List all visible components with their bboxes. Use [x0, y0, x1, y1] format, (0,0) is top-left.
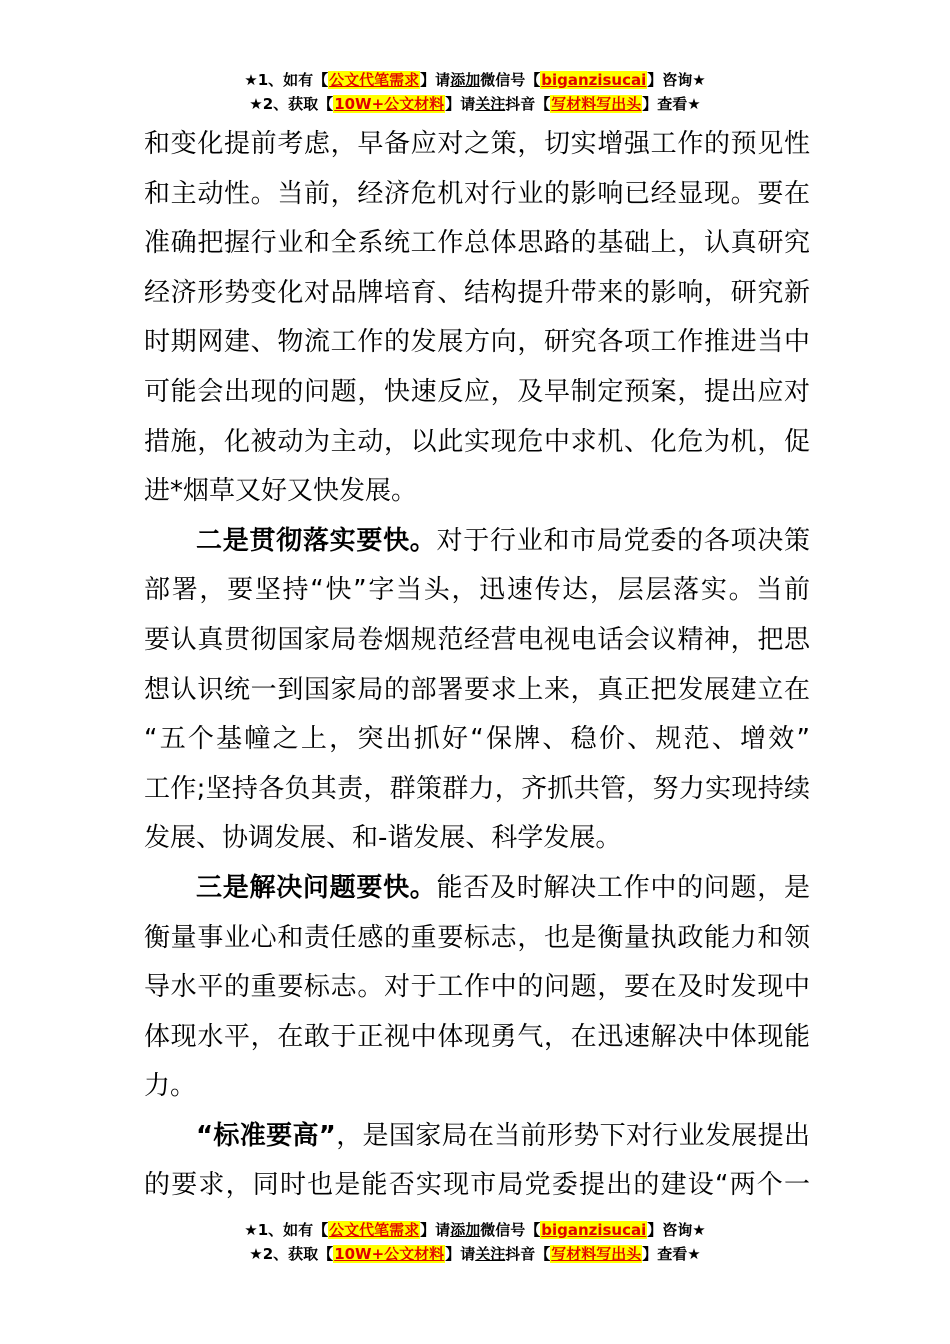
body-line: 发展、协调发展、和-谐发展、科学发展。 [144, 823, 622, 854]
header-line-2: ★2、获取【10W+公文材料】请关注抖音【写材料写出头】查看★ [249, 95, 701, 113]
document-body [144, 120, 810, 1211]
paragraph-heading: 二是贯彻落实要快。 [196, 525, 437, 556]
body-line: 想认识统一到国家局的部署要求上来，真正把发展建立在 [144, 674, 810, 705]
highlight-wechat-id: biganzisucai [541, 71, 647, 89]
body-line: 进*烟草又好又快发展。 [144, 476, 418, 507]
highlight-materials: 10W+公文材料 [334, 1245, 445, 1263]
body-line: 经济形势变化对品牌培育、结构提升带来的影响，研究新 [144, 277, 810, 308]
paragraph-4-first-line: “标准要高”，是国家局在当前形势下对行业发展提出 [196, 1120, 810, 1151]
highlight-materials: 10W+公文材料 [334, 95, 445, 113]
paragraph-heading: 三是解决问题要快。 [196, 872, 437, 903]
highlight-douyin: 写材料写出头 [551, 95, 642, 113]
header-banner [0, 68, 950, 116]
footer-banner [0, 1218, 950, 1266]
paragraph-heading: “标准要高” [196, 1120, 336, 1151]
paragraph-3-first-line: 三是解决问题要快。能否及时解决工作中的问题，是 [196, 872, 810, 903]
highlight-wechat-id: biganzisucai [541, 1221, 647, 1239]
body-line: “五个基幢之上，突出抓好“保牌、稳价、规范、增效” [144, 724, 810, 755]
body-line: 工作;坚持各负其责，群策群力，齐抓共管，努力实现持续 [144, 773, 810, 804]
body-line: 的要求，同时也是能否实现市局党委提出的建设“两个一 [144, 1170, 810, 1201]
body-line: 可能会出现的问题，快速反应，及早制定预案，提出应对 [144, 376, 810, 407]
footer-line-1: ★1、如有【公文代笔需求】请添加微信号【biganzisucai】咨询★ [244, 1221, 706, 1239]
highlight-douyin: 写材料写出头 [551, 1245, 642, 1263]
body-line: 部署，要坚持“快”字当头，迅速传达，层层落实。当前 [144, 575, 810, 606]
body-line: 衡量事业心和责任感的重要标志，也是衡量执政能力和领 [144, 922, 810, 953]
body-line: 和主动性。当前，经济危机对行业的影响已经显现。要在 [144, 178, 810, 209]
body-line: 力。 [144, 1071, 197, 1102]
body-line: 要认真贯彻国家局卷烟规范经营电视电话会议精神，把思 [144, 624, 810, 655]
highlight-ghostwriting: 公文代笔需求 [329, 1221, 420, 1239]
body-line: 导水平的重要标志。对于工作中的问题，要在及时发现中 [144, 972, 810, 1003]
highlight-ghostwriting: 公文代笔需求 [329, 71, 420, 89]
body-line: 和变化提前考虑，早备应对之策，切实增强工作的预见性 [144, 129, 810, 159]
body-line: 时期网建、物流工作的发展方向，研究各项工作推进当中 [144, 327, 810, 358]
footer-line-2: ★2、获取【10W+公文材料】请关注抖音【写材料写出头】查看★ [249, 1245, 701, 1263]
body-line: 准确把握行业和全系统工作总体思路的基础上，认真研究 [144, 228, 810, 259]
body-line: 措施，化被动为主动，以此实现危中求机、化危为机，促 [144, 426, 810, 457]
body-line: 体现水平，在敢于正视中体现勇气，在迅速解决中体现能 [144, 1021, 810, 1052]
paragraph-2-first-line: 二是贯彻落实要快。对于行业和市局党委的各项决策 [196, 525, 810, 556]
header-line-1: ★1、如有【公文代笔需求】请添加微信号【biganzisucai】咨询★ [244, 71, 706, 89]
